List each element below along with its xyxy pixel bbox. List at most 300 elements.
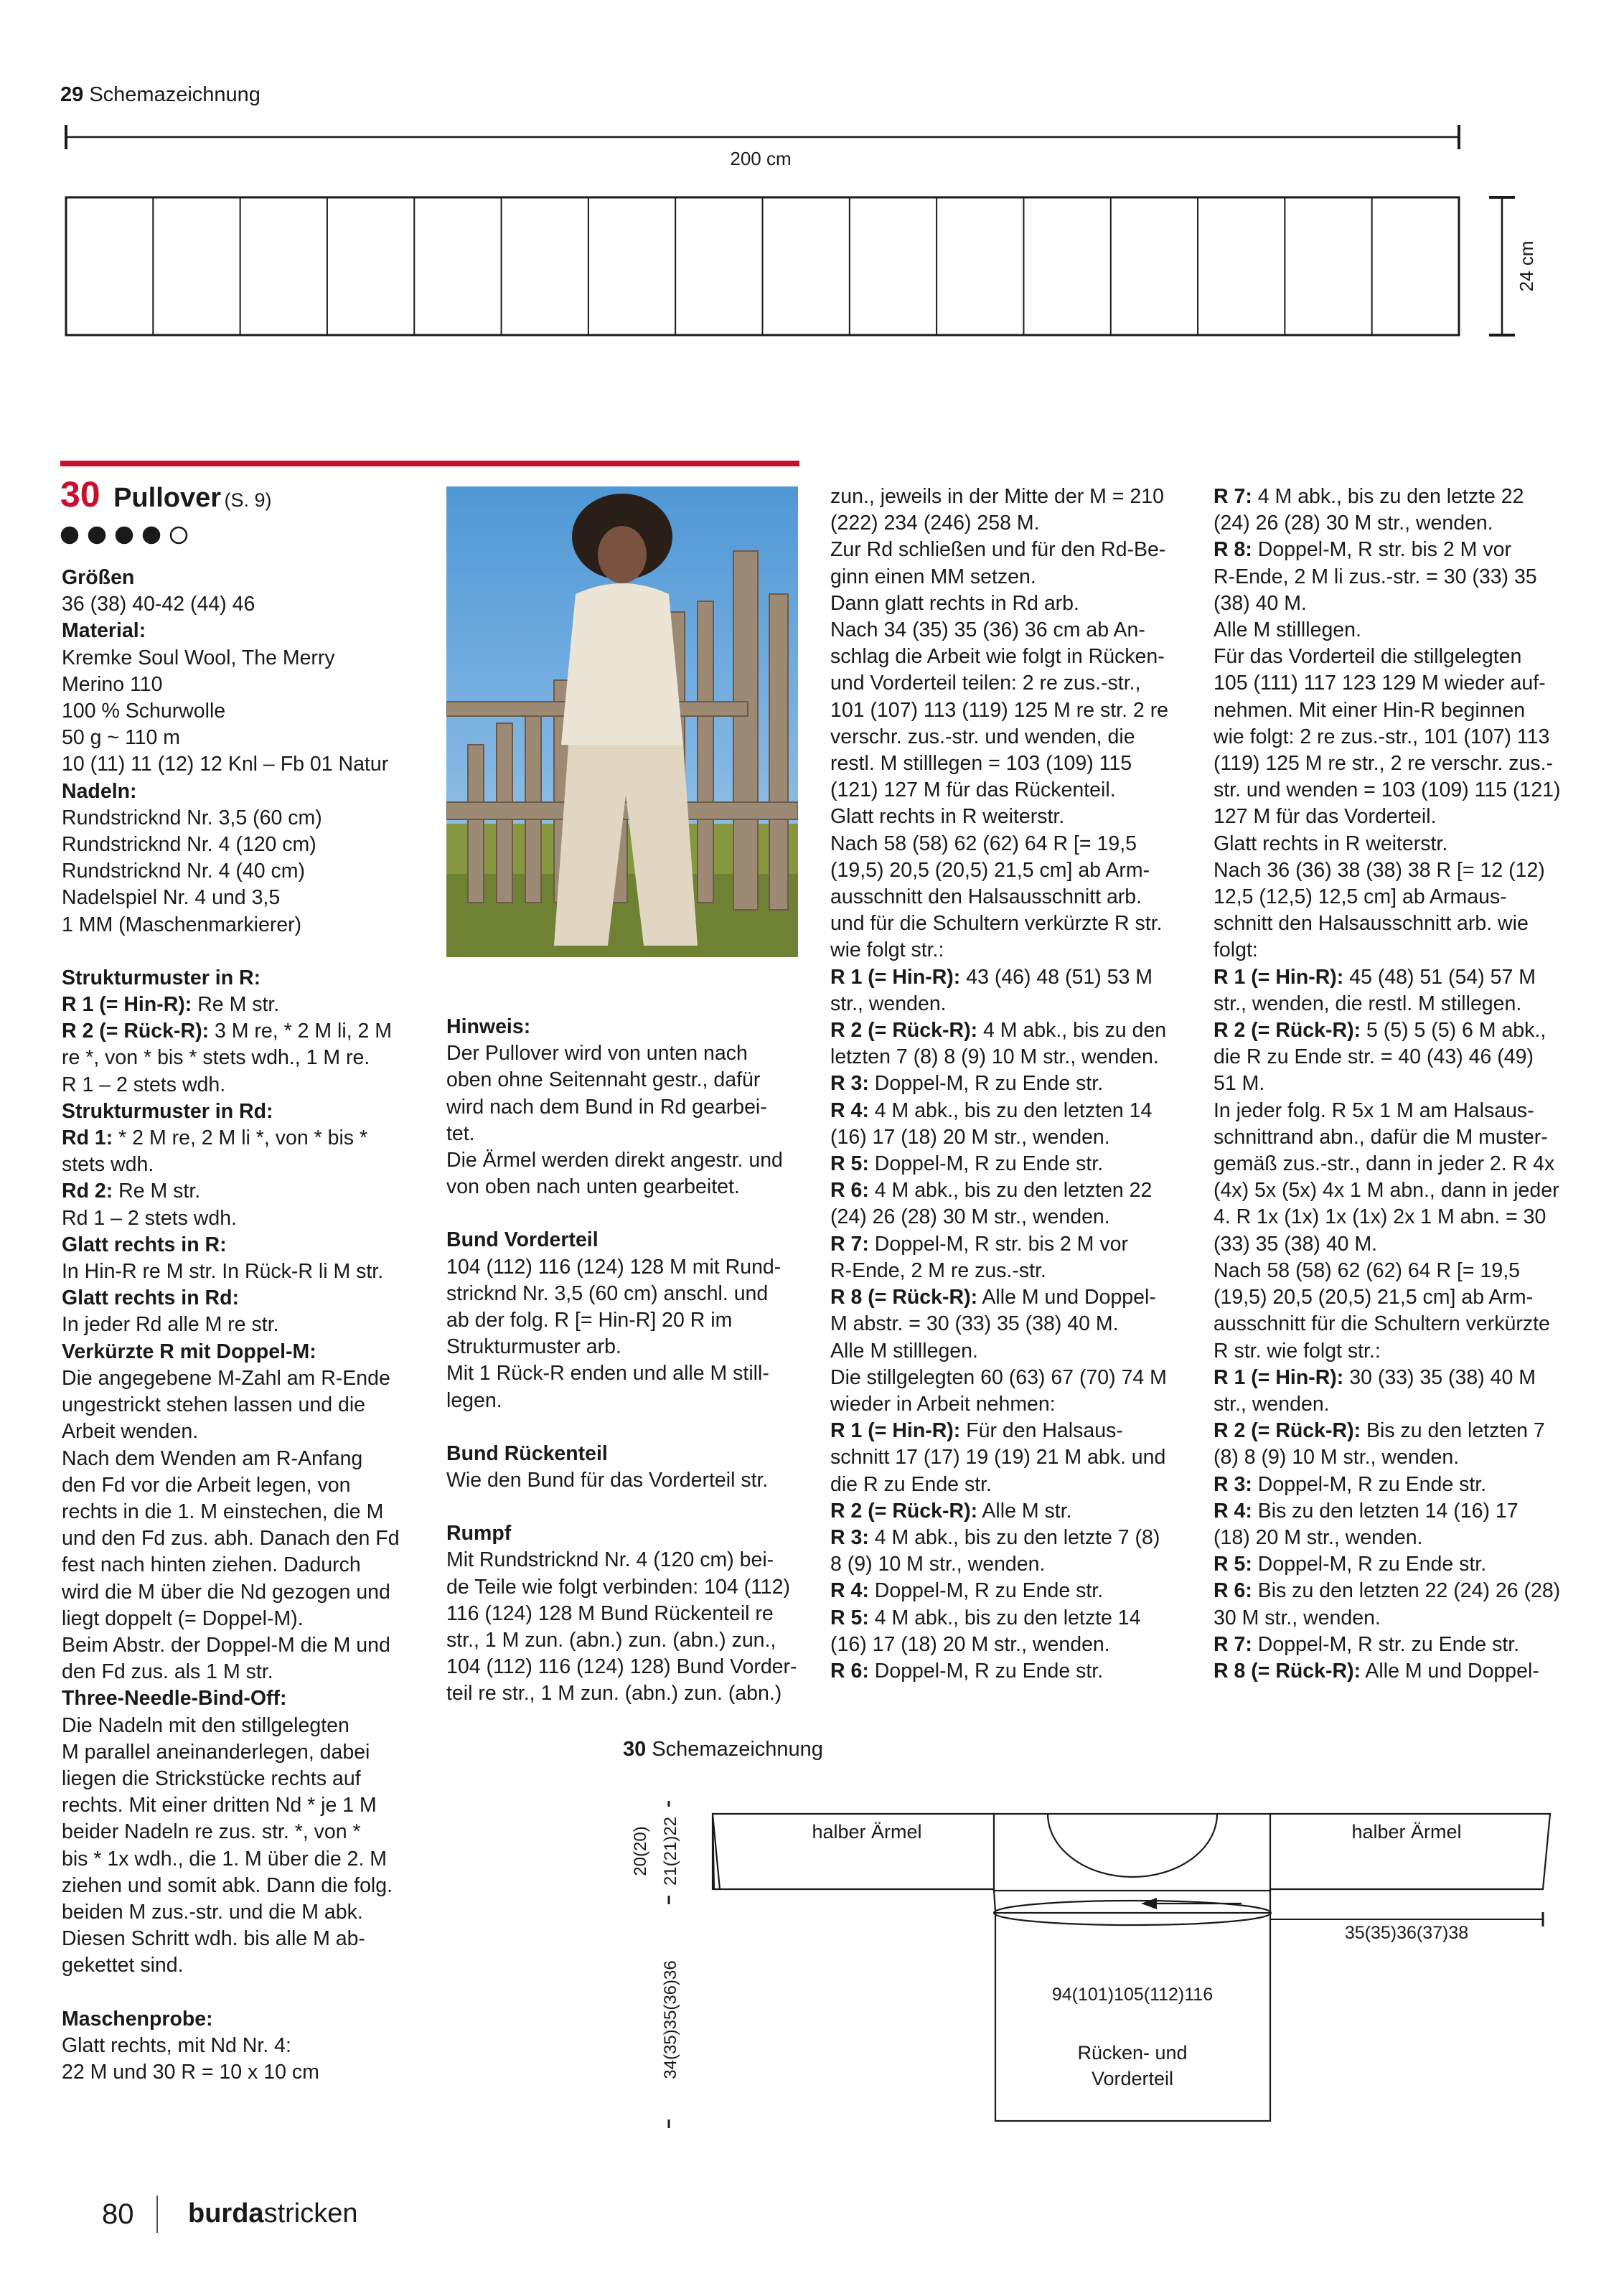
text-line <box>62 1632 400 1659</box>
text-line <box>1214 777 1561 804</box>
text-line <box>1214 911 1561 937</box>
line-text: von oben nach unten gearbeitet. <box>446 1175 740 1199</box>
text-line <box>62 618 400 644</box>
text-line <box>1214 591 1561 617</box>
paragraph-gap <box>446 1494 797 1520</box>
text-line <box>830 964 1168 991</box>
text-line <box>1214 1017 1561 1044</box>
line-text: Alle M str. <box>977 1499 1072 1523</box>
line-text: 104 (112) 116 (124) 128) Bund Vorder- <box>446 1655 797 1679</box>
line-text: M parallel aneinanderlegen, dabei <box>62 1740 370 1764</box>
text-line <box>1214 831 1561 857</box>
line-text: letzten 7 (8) 8 (9) 10 M str., wenden. <box>830 1045 1159 1069</box>
text-line <box>1214 537 1561 563</box>
text-line <box>62 1418 400 1445</box>
text-line <box>62 1098 400 1125</box>
bold-label: R 1 (= Hin-R): <box>62 993 192 1017</box>
text-line <box>1214 724 1561 751</box>
line-text: de Teile wie folgt verbinden: 104 (112) <box>446 1575 791 1599</box>
text-line <box>62 1365 400 1392</box>
text-line <box>62 1552 400 1578</box>
text-line <box>1214 1525 1561 1551</box>
bold-label: R 4: <box>830 1098 869 1122</box>
line-text: Alle M stilllegen. <box>830 1339 978 1363</box>
text-line <box>62 1392 400 1418</box>
article-page-ref: (S. 9) <box>224 489 272 511</box>
line-text: Für das Vorderteil die stillgelegten <box>1214 645 1522 669</box>
article-title: Pullover <box>113 483 222 513</box>
line-text: ausschnitt den Halsausschnitt arb. <box>830 885 1142 909</box>
line-text: 4 M abk., bis zu den letzte 7 (8) <box>868 1525 1160 1549</box>
line-text: Arbeit wenden. <box>62 1420 199 1444</box>
line-text: den Fd zus. als 1 M str. <box>62 1660 273 1684</box>
line-text: verschr. zus.-str. und wenden, die <box>830 725 1135 748</box>
text-line <box>62 965 400 992</box>
line-text: 4 M abk., bis zu den letzten 22 <box>868 1179 1153 1203</box>
bold-label: R 1 (= Hin-R): <box>830 1419 961 1443</box>
line-text: fest nach hinten ziehen. Dadurch <box>62 1553 361 1577</box>
text-line <box>446 1627 797 1654</box>
text-line <box>62 1072 400 1098</box>
line-text: Bis zu den letzten 22 (24) 26 (28) <box>1252 1579 1561 1603</box>
text-line <box>830 1498 1168 1525</box>
line-text: nehmen. Mit einer Hin-R beginnen <box>1214 698 1526 722</box>
line-text: Glatt rechts in R weiterstr. <box>830 805 1065 829</box>
bold-label: Rumpf <box>446 1522 512 1545</box>
text-line <box>1214 857 1561 884</box>
text-line <box>446 1467 797 1494</box>
text-line <box>830 591 1168 617</box>
line-text: 10 (11) 11 (12) 12 Knl – Fb 01 Natur <box>62 753 389 776</box>
line-text: Dann glatt rechts in Rd arb. <box>830 591 1079 615</box>
text-line <box>446 1174 797 1200</box>
text-line <box>830 1258 1168 1284</box>
text-line <box>446 1227 797 1253</box>
article-accent-bar <box>60 461 799 466</box>
bold-label: R 7: <box>830 1232 869 1256</box>
line-text: bis * 1x wdh., die 1. M über die 2. M <box>62 1847 388 1871</box>
text-line <box>830 1391 1168 1418</box>
line-text: teil re str., 1 M zun. (abn.) zun. (abn.) <box>446 1682 782 1705</box>
line-text: Zur Rd schließen und für den Rd-Be- <box>830 538 1166 562</box>
text-line <box>830 1551 1168 1578</box>
text-line <box>446 1040 797 1067</box>
text-line <box>830 831 1168 857</box>
line-text: (222) 234 (246) 258 M. <box>830 512 1040 535</box>
line-text: R str. wie folgt str.: <box>1214 1339 1381 1363</box>
difficulty-dot-filled <box>89 527 105 543</box>
bold-label: R 8 (= Rück-R): <box>1214 1659 1361 1683</box>
text-line <box>830 1578 1168 1604</box>
fig29-width-label: 200 cm <box>730 148 792 169</box>
text-line <box>1214 1578 1561 1604</box>
bold-label: Glatt rechts in Rd: <box>62 1286 240 1310</box>
fig29-height-label: 24 cm <box>1516 240 1537 292</box>
paragraph-gap <box>62 938 400 965</box>
line-text: Die Ärmel werden direkt angestr. und <box>446 1149 783 1172</box>
bold-label: R 6: <box>830 1179 869 1203</box>
text-line <box>62 1339 400 1365</box>
bold-label: Maschenprobe: <box>62 2007 213 2031</box>
line-text: 3 M re, * 2 M li, 2 M <box>209 1020 393 1043</box>
article-number: 30 <box>60 474 100 514</box>
fig29-scarf <box>66 197 1459 335</box>
text-line <box>62 645 400 672</box>
line-text: oben ohne Seitennaht gestr., dafür <box>446 1068 761 1092</box>
bold-label: R 1 (= Hin-R): <box>1214 965 1344 989</box>
line-text: Kremke Soul Wool, The Merry <box>62 646 335 669</box>
text-line <box>62 672 400 698</box>
text-line <box>830 1071 1168 1097</box>
text-line <box>830 991 1168 1017</box>
line-text: 5 (5) 5 (5) 6 M abk., <box>1361 1019 1546 1043</box>
text-line <box>62 1499 400 1525</box>
text-line <box>1214 670 1561 697</box>
text-line <box>1214 804 1561 830</box>
text-line <box>62 1312 400 1338</box>
line-text: str., 1 M zun. (abn.) zun. (abn.) zun., <box>446 1629 776 1652</box>
line-text: die R zu Ende str. <box>830 1472 992 1496</box>
text-line <box>1214 644 1561 670</box>
line-text: In jeder Rd alle M re str. <box>62 1313 279 1337</box>
text-line <box>1214 1311 1561 1337</box>
column-2 <box>446 1014 797 1708</box>
fig30-upper-height-b: 21(21)22 <box>661 1816 680 1886</box>
fig30-upper-height-a: 20(20) <box>631 1826 650 1876</box>
page-number: 80 <box>102 2198 134 2230</box>
text-line <box>830 537 1168 563</box>
text-line <box>62 1258 400 1285</box>
text-line <box>830 510 1168 537</box>
line-text: 8 (9) 10 M str., wenden. <box>830 1553 1046 1576</box>
text-line <box>830 911 1168 937</box>
line-text: (33) 35 (38) 40 M. <box>1214 1232 1378 1256</box>
line-text: (18) 20 M str., wenden. <box>1214 1525 1423 1549</box>
text-line <box>446 1680 797 1707</box>
text-line <box>1214 1177 1561 1204</box>
line-text: schnitt den Halsausschnitt arb. wie <box>1214 912 1529 936</box>
line-text: In Hin-R re M str. In Rück-R li M str. <box>62 1260 384 1284</box>
text-line <box>830 1311 1168 1337</box>
line-text: 4 M abk., bis zu den letzte 22 <box>1252 485 1524 508</box>
line-text: R-Ende, 2 M li zus.-str. = 30 (33) 35 <box>1214 565 1537 588</box>
bold-label: Rd 2: <box>62 1180 113 1203</box>
text-line <box>830 777 1168 804</box>
text-line <box>1214 751 1561 777</box>
fig30-caption: Schemazeichnung <box>652 1738 823 1761</box>
text-line <box>830 484 1168 510</box>
line-text: Alle M stilllegen. <box>1214 618 1361 642</box>
line-text: Rundstricknd Nr. 4 (120 cm) <box>62 833 316 857</box>
text-line <box>830 1525 1168 1551</box>
line-text: (24) 26 (28) 30 M str., wenden. <box>830 1205 1110 1229</box>
line-text: Mit Rundstricknd Nr. 4 (120 cm) bei- <box>446 1548 774 1572</box>
line-text: Doppel-M, R zu Ende str. <box>868 1152 1104 1176</box>
bold-label: R 2 (= Rück-R): <box>830 1019 978 1043</box>
bold-label: Verkürzte R mit Doppel-M: <box>62 1340 316 1363</box>
line-text: (121) 127 M für das Rückenteil. <box>830 778 1116 802</box>
line-text: schlag die Arbeit wie folgt in Rücken- <box>830 645 1165 669</box>
line-text: den Fd vor die Arbeit legen, von <box>62 1473 351 1497</box>
text-line <box>1214 884 1561 911</box>
column-3 <box>830 484 1168 1685</box>
text-line <box>62 778 400 805</box>
text-line <box>830 1231 1168 1258</box>
text-line <box>446 1441 797 1467</box>
line-text: (38) 40 M. <box>1214 591 1307 615</box>
paragraph-gap <box>446 1414 797 1441</box>
bold-label: R 6: <box>1214 1579 1252 1603</box>
bold-label: R 7: <box>1214 485 1252 508</box>
line-text: 4. R 1x (1x) 1x (1x) 2x 1 M abn. = 30 <box>1214 1205 1546 1229</box>
text-line <box>62 1285 400 1312</box>
line-text: Diesen Schritt wdh. bis alle M ab- <box>62 1927 365 1951</box>
text-line <box>62 1232 400 1258</box>
bold-label: Material: <box>62 619 146 643</box>
line-text: (8) 8 (9) 10 M str., wenden. <box>1214 1446 1460 1469</box>
text-line <box>446 1307 797 1334</box>
text-line <box>830 1124 1168 1151</box>
fig29-caption: Schemazeichnung <box>89 83 261 106</box>
text-line <box>62 1472 400 1499</box>
text-line <box>62 1045 400 1071</box>
line-text: legen. <box>446 1388 502 1412</box>
bold-label: R 2 (= Rück-R): <box>62 1020 210 1043</box>
text-line <box>830 884 1168 911</box>
text-line <box>1214 991 1561 1017</box>
text-line <box>62 912 400 938</box>
text-line <box>62 805 400 832</box>
text-line <box>62 1152 400 1178</box>
text-line <box>1214 1098 1561 1124</box>
text-line <box>830 1472 1168 1498</box>
brand-logo <box>188 2198 357 2229</box>
bold-label: Größen <box>62 566 135 589</box>
text-line <box>830 670 1168 697</box>
bold-label: R 5: <box>830 1152 869 1176</box>
line-text: ungestrickt stehen lassen und die <box>62 1393 366 1417</box>
bold-label: R 4: <box>1214 1499 1252 1523</box>
text-line <box>62 725 400 751</box>
text-line <box>446 1654 797 1680</box>
text-line <box>1214 1391 1561 1418</box>
text-line <box>446 1574 797 1601</box>
bold-label: Bund Vorderteil <box>446 1228 599 1252</box>
brand-bold: burda <box>188 2198 264 2229</box>
text-line <box>62 1018 400 1045</box>
text-line <box>1214 1204 1561 1231</box>
text-line <box>1214 1151 1561 1177</box>
line-text: Die Nadeln mit den stillgelegten <box>62 1713 349 1737</box>
bold-label: R 5: <box>830 1606 869 1629</box>
bold-label: R 1 (= Hin-R): <box>830 965 961 989</box>
bold-label: R 5: <box>1214 1553 1252 1576</box>
text-line <box>830 1338 1168 1365</box>
article-heading <box>60 474 272 515</box>
text-line <box>446 1547 797 1573</box>
text-line <box>446 1601 797 1627</box>
footer-divider <box>156 2196 158 2233</box>
line-text: Rundstricknd Nr. 4 (40 cm) <box>62 860 305 883</box>
bold-label: Rd 1: <box>62 1126 113 1150</box>
text-line <box>1214 564 1561 591</box>
text-line <box>62 1685 400 1712</box>
line-text: Merino 110 <box>62 672 163 696</box>
line-text: gekettet sind. <box>62 1954 184 1977</box>
line-text: gemäß zus.-str., dann in jeder 2. R 4x <box>1214 1152 1555 1176</box>
line-text: und den Fd zus. abh. Danach den Fd <box>62 1527 400 1551</box>
line-text: liegen die Strickstücke rechts auf <box>62 1766 361 1790</box>
text-line <box>830 857 1168 884</box>
line-text: 43 (46) 48 (51) 53 M <box>960 965 1153 989</box>
fig30-body-width: 94(101)105(112)116 <box>1051 1985 1214 2005</box>
text-line <box>830 937 1168 964</box>
line-text: Nach 36 (36) 38 (38) 38 R [= 12 (12) <box>1214 858 1545 882</box>
line-text: und Vorderteil teilen: 2 re zus.-str., <box>830 672 1141 695</box>
bold-label: R 2 (= Rück-R): <box>1214 1019 1361 1043</box>
bold-label: R 6: <box>830 1659 869 1683</box>
line-text: restl. M stilllegen = 103 (109) 115 <box>830 752 1132 776</box>
line-text: ziehen und somit abk. Dann die folg. <box>62 1873 393 1897</box>
line-text: rechts in die 1. M einstechen, die M <box>62 1500 384 1523</box>
fig30-diagram <box>0 1772 1624 2145</box>
text-line <box>830 804 1168 830</box>
text-line <box>830 1418 1168 1444</box>
text-line <box>446 1014 797 1040</box>
line-text: Für den Halsaus- <box>960 1419 1123 1443</box>
fig30-sleeve-right-label: halber Ärmel <box>1351 1821 1462 1843</box>
text-line <box>62 1125 400 1152</box>
text-line <box>446 1281 797 1307</box>
line-text: Wie den Bund für das Vorderteil str. <box>446 1469 769 1492</box>
bold-label: R 2 (= Rück-R): <box>1214 1419 1361 1443</box>
line-text: zun., jeweils in der Mitte der M = 210 <box>830 485 1164 508</box>
line-text: Bis zu den letzten 14 (16) 17 <box>1252 1499 1519 1523</box>
text-line <box>62 591 400 618</box>
line-text: 4 M abk., bis zu den letzte 14 <box>868 1606 1141 1629</box>
text-line <box>62 1178 400 1205</box>
text-line <box>62 1606 400 1632</box>
difficulty-rating <box>60 522 204 548</box>
bold-label: R 3: <box>1214 1472 1252 1496</box>
line-text: (16) 17 (18) 20 M str., wenden. <box>830 1125 1110 1149</box>
line-text: Rundstricknd Nr. 3,5 (60 cm) <box>62 806 322 829</box>
line-text: rechts. Mit einer dritten Nd * je 1 M <box>62 1794 377 1817</box>
line-text: beiden M zus.-str. und die M abk. <box>62 1900 363 1924</box>
text-line <box>446 1121 797 1147</box>
bold-label: R 4: <box>830 1579 869 1603</box>
fig30-title <box>623 1738 823 1761</box>
text-line <box>830 751 1168 777</box>
text-line <box>446 1094 797 1121</box>
fig30-body-label-2: Vorderteil <box>1091 2068 1174 2089</box>
text-line <box>830 697 1168 724</box>
line-text: Nach 58 (58) 62 (62) 64 R [= 19,5 <box>830 832 1137 855</box>
text-line <box>830 1284 1168 1311</box>
text-line <box>1214 1284 1561 1311</box>
line-text: Rd 1 – 2 stets wdh. <box>62 1206 237 1230</box>
line-text: Doppel-M, R zu Ende str. <box>1252 1553 1487 1576</box>
line-text: (19,5) 20,5 (20,5) 21,5 cm] ab Arm- <box>830 858 1150 882</box>
text-line <box>446 1334 797 1360</box>
line-text: Alle M und Doppel- <box>1361 1659 1539 1683</box>
line-text: 105 (111) 117 123 129 M wieder auf- <box>1214 672 1546 695</box>
text-line <box>1214 1498 1561 1525</box>
text-line <box>1214 1231 1561 1258</box>
text-line <box>62 885 400 911</box>
line-text: Mit 1 Rück-R enden und alle M still- <box>446 1362 769 1385</box>
line-text: 1 MM (Maschenmarkierer) <box>62 913 302 936</box>
text-line <box>62 1713 400 1739</box>
text-line <box>1214 1551 1561 1578</box>
text-line <box>830 1444 1168 1471</box>
line-text: Nach 58 (58) 62 (62) 64 R [= 19,5 <box>1214 1258 1520 1282</box>
bold-label: R 7: <box>1214 1632 1252 1656</box>
difficulty-dot-filled <box>62 527 78 543</box>
line-text: M abstr. = 30 (33) 35 (38) 40 M. <box>830 1312 1119 1336</box>
bold-label: R 2 (= Rück-R): <box>830 1499 978 1523</box>
text-line <box>830 564 1168 591</box>
fig30-sleeve-left-label: halber Ärmel <box>812 1821 922 1843</box>
bold-label: R 3: <box>830 1072 869 1096</box>
text-line <box>830 617 1168 644</box>
line-text: R-Ende, 2 M re zus.-str. <box>830 1258 1046 1282</box>
bold-label: Nadeln: <box>62 779 137 803</box>
bold-label: Strukturmuster in R: <box>62 966 261 989</box>
difficulty-dot-filled <box>144 527 159 543</box>
line-text: wird die M über die Nd gezogen und <box>62 1580 390 1604</box>
text-line <box>446 1388 797 1414</box>
text-line <box>62 858 400 885</box>
text-line <box>1214 1124 1561 1151</box>
line-text: R 1 – 2 stets wdh. <box>62 1073 226 1096</box>
line-text: str., wenden, die restl. M stillegen. <box>1214 992 1522 1015</box>
difficulty-dot-empty <box>171 527 187 543</box>
line-text: stets wdh. <box>62 1153 154 1177</box>
brand-light: stricken <box>263 2198 358 2229</box>
bold-label: R 8 (= Rück-R): <box>830 1286 978 1309</box>
line-text: str., wenden. <box>830 992 947 1015</box>
fig30-sleeve-length: 35(35)36(37)38 <box>1344 1923 1469 1943</box>
line-text: 50 g ~ 110 m <box>62 726 181 750</box>
line-text: Doppel-M, R str. bis 2 M vor <box>868 1232 1128 1256</box>
line-text: wie folgt str.: <box>830 938 944 962</box>
line-text: Doppel-M, R zu Ende str. <box>868 1579 1104 1603</box>
line-text: die R zu Ende str. = 40 (43) 46 (49) <box>1214 1045 1534 1069</box>
line-text: (4x) 5x (5x) 4x 1 M abn., dann in jeder <box>1214 1179 1559 1203</box>
line-text: Re M str. <box>192 993 280 1017</box>
column-4 <box>1214 484 1561 1685</box>
line-text: ab der folg. R [= Hin-R] 20 R im <box>446 1309 733 1332</box>
line-text: In jeder folg. R 5x 1 M am Halsaus- <box>1214 1098 1534 1122</box>
line-text: Alle M und Doppel- <box>977 1286 1156 1309</box>
text-line <box>830 1151 1168 1177</box>
text-line <box>830 1017 1168 1044</box>
line-text: Beim Abstr. der Doppel-M die M und <box>62 1633 390 1657</box>
text-line <box>1214 1071 1561 1097</box>
line-text: Die angegebene M-Zahl am R-Ende <box>62 1366 390 1390</box>
text-line <box>446 1520 797 1547</box>
line-text: Nach dem Wenden am R-Anfang <box>62 1446 363 1470</box>
text-line <box>446 1067 797 1093</box>
text-line <box>62 1739 400 1766</box>
line-text: Doppel-M, R str. zu Ende str. <box>1252 1632 1520 1656</box>
line-text: 100 % Schurwolle <box>62 700 226 723</box>
text-line <box>830 1204 1168 1231</box>
text-line <box>1214 484 1561 510</box>
line-text: ausschnitt für die Schultern verkürzte <box>1214 1312 1550 1336</box>
bold-label: R 1 (= Hin-R): <box>1214 1365 1344 1389</box>
